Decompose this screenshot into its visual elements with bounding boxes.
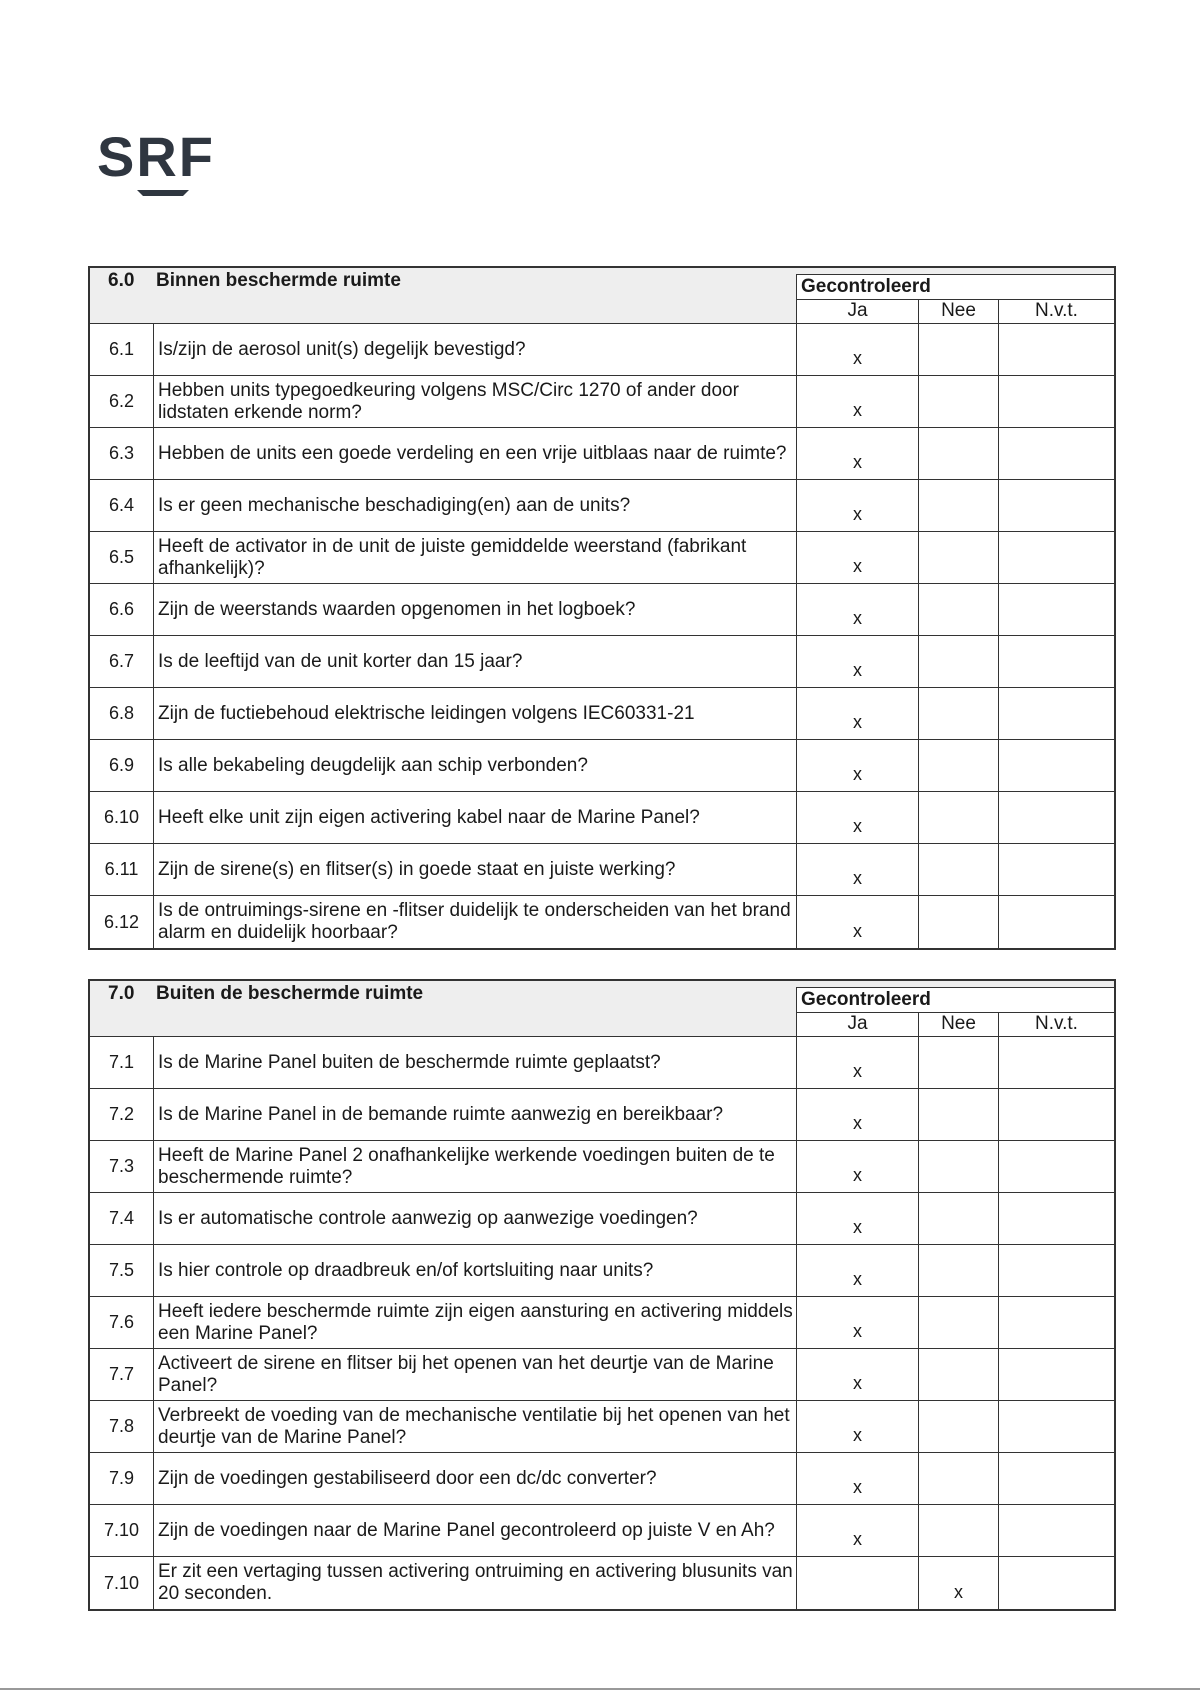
cell-nvt xyxy=(998,584,1114,635)
cell-nee: x xyxy=(918,1557,998,1609)
cell-nee xyxy=(918,324,998,375)
cell-nee xyxy=(918,896,998,948)
checklist-row xyxy=(90,636,1114,688)
col-nvt: N.v.t. xyxy=(998,300,1114,323)
checklist-row xyxy=(90,1245,1114,1297)
cell-nee xyxy=(918,792,998,843)
cell-ja: x xyxy=(796,480,918,531)
cell-nvt xyxy=(998,844,1114,895)
col-ja: Ja xyxy=(847,300,868,321)
checklist-row xyxy=(90,792,1114,844)
row-number: 6.1 xyxy=(90,324,154,375)
row-question: Heeft elke unit zijn eigen activering kabel naar de Marine Panel? xyxy=(158,806,700,828)
cell-ja: x xyxy=(796,1037,918,1088)
cell-nvt xyxy=(998,896,1114,948)
cell-nvt xyxy=(998,324,1114,375)
cell-nvt xyxy=(998,636,1114,687)
page-bottom-edge xyxy=(0,1688,1200,1690)
cell-nee xyxy=(918,1297,998,1348)
cell-nvt xyxy=(998,1453,1114,1504)
row-question: Is hier controle op draadbreuk en/of kortsluiting naar units? xyxy=(158,1259,654,1281)
cell-nvt xyxy=(998,480,1114,531)
checklist-row xyxy=(90,584,1114,636)
row-number: 7.1 xyxy=(90,1037,154,1088)
checklist-row xyxy=(90,1453,1114,1505)
row-number: 7.5 xyxy=(90,1245,154,1296)
cell-ja: x xyxy=(796,1193,918,1244)
row-number: 7.4 xyxy=(90,1193,154,1244)
cell-ja: x xyxy=(796,740,918,791)
row-question: Zijn de weerstands waarden opgenomen in het logboek? xyxy=(158,598,636,620)
section-number: 6.0 xyxy=(108,270,135,291)
cell-ja: x xyxy=(796,324,918,375)
cell-nee xyxy=(918,428,998,479)
cell-nvt xyxy=(998,1245,1114,1296)
cell-ja: x xyxy=(796,584,918,635)
cell-nee xyxy=(918,1193,998,1244)
cell-ja: x xyxy=(796,896,918,948)
checked-header: Gecontroleerd xyxy=(801,276,931,297)
cell-nee xyxy=(918,1505,998,1556)
cell-nvt xyxy=(998,1349,1114,1400)
cell-nee xyxy=(918,740,998,791)
cell-nvt xyxy=(998,376,1114,427)
row-number: 7.2 xyxy=(90,1089,154,1140)
cell-nee xyxy=(918,1245,998,1296)
cell-nee xyxy=(918,584,998,635)
cell-nvt xyxy=(998,1401,1114,1452)
section-title: Binnen beschermde ruimte xyxy=(156,270,401,291)
cell-nee xyxy=(918,376,998,427)
row-number: 7.6 xyxy=(90,1297,154,1348)
section-buiten xyxy=(88,979,1116,1611)
row-question: Is de Marine Panel buiten de beschermde ruimte geplaatst? xyxy=(158,1051,661,1073)
cell-ja: x xyxy=(796,1297,918,1348)
cell-ja xyxy=(796,1557,918,1609)
row-question: Zijn de fuctiebehoud elektrische leidingen volgens IEC60331-21 xyxy=(158,702,695,724)
row-question: Is de leeftijd van de unit korter dan 15 jaar? xyxy=(158,650,523,672)
row-question: Heeft de Marine Panel 2 onafhankelijke werkende voedingen buiten de te beschermende ruimte? xyxy=(158,1144,775,1188)
row-number: 6.3 xyxy=(90,428,154,479)
checklist-row xyxy=(90,1349,1114,1401)
checklist-row xyxy=(90,740,1114,792)
section-title: Buiten de beschermde ruimte xyxy=(156,983,424,1004)
cell-nvt xyxy=(998,740,1114,791)
cell-ja: x xyxy=(796,376,918,427)
checklist-row xyxy=(90,1141,1114,1193)
cell-ja: x xyxy=(796,688,918,739)
cell-nvt xyxy=(998,1193,1114,1244)
cell-nee xyxy=(918,1089,998,1140)
cell-nee xyxy=(918,1349,998,1400)
row-number: 6.2 xyxy=(90,376,154,427)
checklist-row xyxy=(90,324,1114,376)
col-nee: Nee xyxy=(918,1013,998,1036)
cell-nee xyxy=(918,1141,998,1192)
row-question: Zijn de voedingen naar de Marine Panel gecontroleerd op juiste V en Ah? xyxy=(158,1519,775,1541)
cell-ja: x xyxy=(796,1505,918,1556)
cell-nvt xyxy=(998,428,1114,479)
cell-ja: x xyxy=(796,1245,918,1296)
cell-ja: x xyxy=(796,1089,918,1140)
col-nee: Nee xyxy=(918,300,998,323)
row-number: 6.6 xyxy=(90,584,154,635)
cell-nvt xyxy=(998,792,1114,843)
logo-mark xyxy=(97,118,267,208)
logo-text: SRF xyxy=(97,125,215,188)
cell-ja: x xyxy=(796,1141,918,1192)
row-number: 6.7 xyxy=(90,636,154,687)
row-question: Er zit een vertaging tussen activering ontruiming en activering blusunits van 20 seconden. xyxy=(158,1561,793,1604)
row-question: Verbreekt de voeding van de mechanische ventilatie bij het openen van het deurtje van de Marine Panel? xyxy=(158,1404,790,1448)
col-ja: Ja xyxy=(847,1013,868,1034)
row-number: 7.10 xyxy=(90,1505,154,1556)
row-number: 6.11 xyxy=(90,844,154,895)
row-question: Is er automatische controle aanwezig op aanwezige voedingen? xyxy=(158,1207,698,1229)
row-question: Hebben units typegoedkeuring volgens MSC/Circ 1270 of ander door lidstaten erkende norm? xyxy=(158,379,739,423)
checklist-row xyxy=(90,1297,1114,1349)
row-number: 6.10 xyxy=(90,792,154,843)
cell-nee xyxy=(918,844,998,895)
row-number: 6.12 xyxy=(90,896,154,948)
cell-ja: x xyxy=(796,1349,918,1400)
checklist-row xyxy=(90,688,1114,740)
row-number: 7.3 xyxy=(90,1141,154,1192)
cell-ja: x xyxy=(796,1453,918,1504)
checklist-row xyxy=(90,1505,1114,1557)
row-number: 6.5 xyxy=(90,532,154,583)
checklist-row xyxy=(90,532,1114,584)
cell-ja: x xyxy=(796,532,918,583)
row-number: 6.4 xyxy=(90,480,154,531)
row-question: Heeft iedere beschermde ruimte zijn eigen aansturing en activering middels een Marine Panel? xyxy=(158,1300,793,1344)
checklist-row xyxy=(90,376,1114,428)
checklist-row xyxy=(90,1037,1114,1089)
cell-nee xyxy=(918,636,998,687)
cell-nvt xyxy=(998,1037,1114,1088)
row-question: Zijn de voedingen gestabiliseerd door een dc/dc converter? xyxy=(158,1467,657,1489)
row-number: 7.7 xyxy=(90,1349,154,1400)
section-number: 7.0 xyxy=(108,983,135,1004)
row-question: Is de Marine Panel in de bemande ruimte aanwezig en bereikbaar? xyxy=(158,1103,724,1125)
row-number: 7.10 xyxy=(90,1557,154,1609)
cell-nvt xyxy=(998,1557,1114,1609)
checklist-row xyxy=(90,428,1114,480)
section-header xyxy=(90,981,1114,1037)
row-question: Is er geen mechanische beschadiging(en) aan de units? xyxy=(158,494,631,516)
checklist-row xyxy=(90,1401,1114,1453)
row-question: Zijn de sirene(s) en flitser(s) in goede staat en juiste werking? xyxy=(158,858,676,880)
row-question: Is/zijn de aerosol unit(s) degelijk bevestigd? xyxy=(158,338,526,360)
cell-nee xyxy=(918,1037,998,1088)
checklist-row xyxy=(90,1557,1114,1609)
cell-ja: x xyxy=(796,792,918,843)
row-question: Activeert de sirene en flitser bij het openen van het deurtje van de Marine Panel? xyxy=(158,1352,774,1396)
cell-nvt xyxy=(998,1297,1114,1348)
row-question: Is de ontruimings-sirene en -flitser duidelijk te onderscheiden van het brand alarm en duidelijk hoorbaar? xyxy=(158,900,791,943)
cell-ja: x xyxy=(796,428,918,479)
cell-nee xyxy=(918,532,998,583)
row-number: 7.8 xyxy=(90,1401,154,1452)
cell-nvt xyxy=(998,1505,1114,1556)
row-number: 6.9 xyxy=(90,740,154,791)
cell-nee xyxy=(918,1453,998,1504)
row-number: 6.8 xyxy=(90,688,154,739)
cell-nvt xyxy=(998,1089,1114,1140)
cell-nee xyxy=(918,688,998,739)
cell-ja: x xyxy=(796,844,918,895)
cell-nvt xyxy=(998,1141,1114,1192)
checklist-row xyxy=(90,480,1114,532)
cell-ja: x xyxy=(796,1401,918,1452)
section-header xyxy=(90,268,1114,324)
row-number: 7.9 xyxy=(90,1453,154,1504)
srf-logo xyxy=(97,118,267,208)
cell-nee xyxy=(918,480,998,531)
row-question: Hebben de units een goede verdeling en een vrije uitblaas naar de ruimte? xyxy=(158,442,787,464)
checklist-row xyxy=(90,896,1114,948)
cell-nvt xyxy=(998,532,1114,583)
checklist-row xyxy=(90,1193,1114,1245)
col-nvt: N.v.t. xyxy=(998,1013,1114,1036)
row-question: Is alle bekabeling deugdelijk aan schip verbonden? xyxy=(158,754,588,776)
section-binnen xyxy=(88,266,1116,950)
checklist-row xyxy=(90,844,1114,896)
cell-nvt xyxy=(998,688,1114,739)
cell-ja: x xyxy=(796,636,918,687)
checklist-row xyxy=(90,1089,1114,1141)
row-question: Heeft de activator in de unit de juiste gemiddelde weerstand (fabrikant afhankelijk)? xyxy=(158,535,747,579)
cell-nee xyxy=(918,1401,998,1452)
checked-header: Gecontroleerd xyxy=(801,989,931,1010)
